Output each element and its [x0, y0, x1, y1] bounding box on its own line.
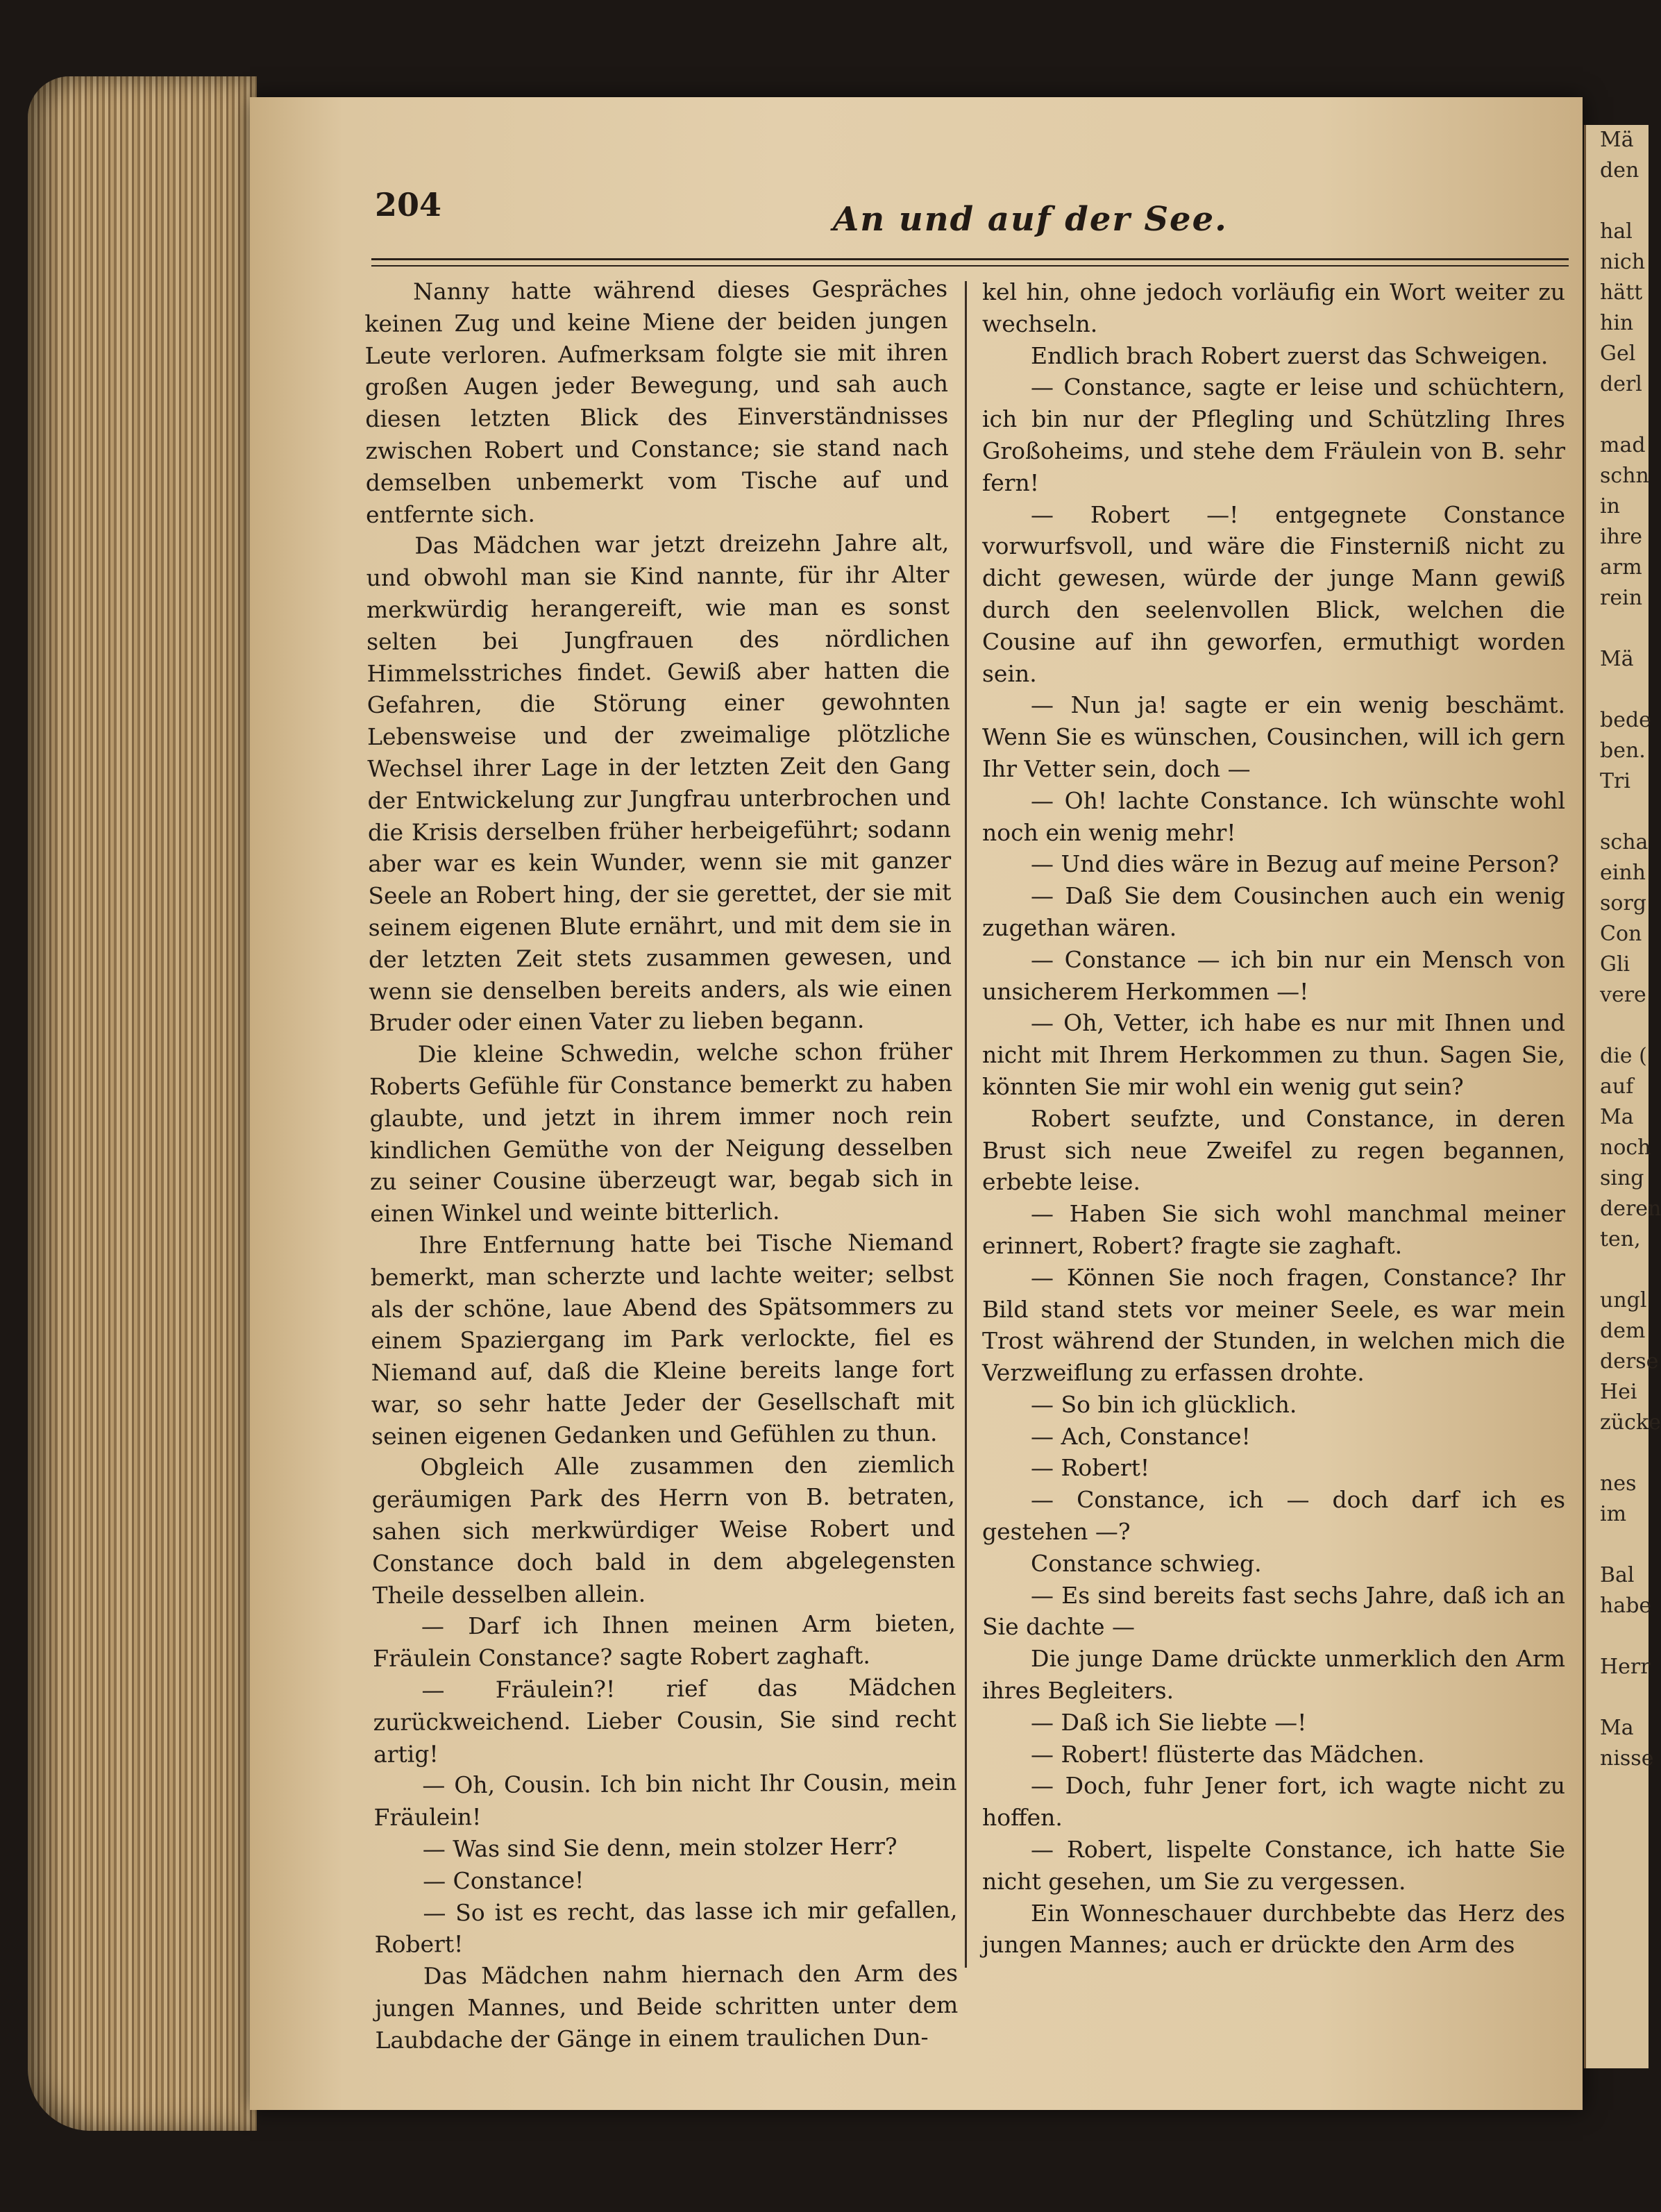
paragraph: Robert seufzte, und Constance, in deren Brust sich neue Zweifel zu regen begannen, erbebte leise. — [982, 1104, 1565, 1196]
paragraph: — Ach, Constance! — [1031, 1422, 1251, 1450]
paragraph: — Constance, ich — doch darf ich es gestehen —? — [982, 1486, 1565, 1546]
paragraph: — Doch, fuhr Jener fort, ich wagte nicht zu hoffen. — [982, 1772, 1565, 1832]
paragraph: Endlich brach Robert zuerst das Schweigen. — [1031, 341, 1549, 369]
adjacent-page-text — [1600, 1438, 1649, 1469]
adjacent-page-text: ihre — [1600, 525, 1643, 549]
paragraph: — Oh, Vetter, ich habe es nur mit Ihnen und nicht mit Ihrem Herkommen zu thun. Sagen Sie, könnten Sie mir wohl ein wenig gut sein? — [982, 1009, 1565, 1100]
adjacent-page-text — [1600, 1682, 1649, 1713]
adjacent-page-text: ben. — [1600, 738, 1646, 763]
adjacent-page-text: Mä — [1600, 128, 1634, 152]
adjacent-page-text — [1600, 1011, 1649, 1041]
paragraph: — Robert! — [1031, 1454, 1150, 1482]
adjacent-page-text: schn — [1600, 464, 1649, 488]
adjacent-page-text: ten, — [1600, 1227, 1641, 1251]
adjacent-page-text — [1600, 186, 1649, 217]
paragraph: — Daß Sie dem Cousinchen auch ein wenig zugethan wären. — [982, 882, 1565, 941]
adjacent-page-text — [1600, 675, 1649, 705]
adjacent-page-text: ungl — [1600, 1288, 1647, 1312]
paragraph: — Robert —! entgegnete Constance vorwurfsvoll, und wäre die Finsterniß nicht zu dicht gewesen, würde der junge Mann gewiß durch den seelenvollen Blick, welchen die Cousine auf ihn geworfen, ermuthigt worden sein. — [982, 500, 1565, 687]
adjacent-page-text: im — [1600, 1502, 1627, 1526]
paragraph: — So ist es recht, das lasse ich mir gefallen, Robert! — [374, 1896, 958, 1959]
adjacent-page-text: Tri — [1600, 769, 1630, 793]
adjacent-page-text: habe — [1600, 1594, 1652, 1618]
adjacent-page-text — [1600, 1621, 1649, 1652]
adjacent-page-text: in — [1600, 494, 1620, 518]
paragraph: Das Mädchen war jetzt dreizehn Jahre alt, und obwohl man sie Kind nannte, für ihr Alter merkwürdig herangereift, wie man es sonst selten bei Jungfrauen des nördlichen Himmelsstriches findet. Gewiß aber hatten die Gefahren, die Störung einer gewohnten Lebensweise und der zweimalige plötzliche Wechsel ihrer Lage in der letzten Zeit den Gang der Entwickelung zur Jungfrau unterbrochen und die Krisis derselben früher herbeigeführt; sodann aber war es kein Wunder, wenn sie mit ganzer Seele an Robert hing, der sie gerettet, der sie mit seinem eigenen Blute ernährt, und mit dem sie in der letzten Zeit stets zusammen gewesen, und wenn sie denselben bereits anders, als wie einen Bruder oder einen Vater zu lieben begann. — [366, 529, 952, 1037]
adjacent-page-text: hin — [1600, 311, 1634, 335]
adjacent-page-text: arm — [1600, 555, 1642, 580]
adjacent-page-text: Ma — [1600, 1716, 1634, 1740]
adjacent-page-text — [1600, 797, 1649, 827]
adjacent-page-text: die ( — [1600, 1044, 1647, 1068]
paragraph: Ein Wonneschauer durchbebte das Herz des jungen Mannes; auch er drückte den Arm des — [982, 1899, 1565, 1959]
adjacent-page-text: vere — [1600, 983, 1646, 1007]
adjacent-page-text — [1600, 1255, 1649, 1285]
paragraph: — Robert, lispelte Constance, ich hatte Sie nicht gesehen, um Sie zu vergessen. — [982, 1836, 1565, 1895]
adjacent-page-text: auf — [1600, 1074, 1634, 1099]
book-page-edges — [28, 76, 257, 2131]
page-number: 204 — [375, 186, 442, 223]
paragraph: — Oh, Cousin. Ich bin nicht Ihr Cousin, mein Fräulein! — [373, 1768, 957, 1832]
running-title: An und auf der See. — [833, 200, 1228, 239]
adjacent-page-text: rein — [1600, 586, 1643, 610]
paragraph: Die junge Dame drückte unmerklich den Arm ihres Begleiters. — [982, 1645, 1565, 1705]
paragraph: — Haben Sie sich wohl manchmal meiner erinnert, Robert? fragte sie zaghaft. — [982, 1200, 1565, 1259]
paragraph: Obgleich Alle zusammen den ziemlich geräumigen Park des Herrn von B. betraten, sahen sich merkwürdiger Weise Robert und Constance doch bald in dem abgelegensten Theile desselben allein. — [371, 1451, 956, 1609]
paragraph: Die kleine Schwedin, welche schon früher Roberts Gefühle für Constance bemerkt zu haben glaubte, und jetzt in ihrem immer noch rein kindlichen Gemüthe von der Neigung desselben zu seiner Cousine überzeugt war, begab sich in einen Winkel und weinte bitterlich. — [369, 1037, 954, 1228]
adjacent-page-text: bede — [1600, 708, 1651, 732]
right-column — [982, 276, 1565, 1961]
paragraph: — Fräulein?! rief das Mädchen zurückweichend. Lieber Cousin, Sie sind recht artig! — [373, 1673, 956, 1768]
paragraph: — Können Sie noch fragen, Constance? Ihr Bild stand stets vor meiner Seele, es war mein Trost während der Stunden, in welchen mich die Verzweiflung zu erfassen drohte. — [982, 1263, 1565, 1387]
adjacent-page-text: mad — [1600, 433, 1646, 457]
adjacent-page-text: zücke — [1600, 1410, 1661, 1435]
adjacent-page-text: scha — [1600, 830, 1649, 854]
left-column — [364, 273, 959, 2057]
paragraph: — Es sind bereits fast sechs Jahre, daß ich an Sie dachte — — [982, 1581, 1565, 1641]
adjacent-page-text: Gel — [1600, 341, 1636, 366]
continued-paragraph: kel hin, ohne jedoch vorläufig ein Wort weiter zu wechseln. — [982, 278, 1565, 337]
adjacent-page-text: Ma — [1600, 1105, 1634, 1129]
adjacent-page-fragment — [1584, 125, 1661, 2068]
paragraph: Das Mädchen nahm hiernach den Arm des jungen Mannes, und Beide schritten unter dem Laubdache der Gänge in einem traulichen Dun- — [375, 1959, 959, 2054]
adjacent-page-text: dem — [1600, 1319, 1646, 1343]
adjacent-page-text: einh — [1600, 861, 1646, 885]
paragraph: — Constance, sagte er leise und schüchtern, ich bin nur der Pflegling und Schützling Ihres Großoheims, und stehe dem Fräulein von B. sehr fern! — [982, 373, 1565, 496]
adjacent-page-text: Hei — [1600, 1380, 1637, 1404]
adjacent-page-text — [1600, 400, 1649, 430]
paragraph: — Und dies wäre in Bezug auf meine Person? — [1031, 850, 1559, 878]
paragraph: — Constance! — [423, 1866, 584, 1895]
adjacent-page-text — [1600, 614, 1649, 644]
paragraph: — Robert! flüsterte das Mädchen. — [1031, 1740, 1425, 1768]
adjacent-page-text: den — [1600, 158, 1639, 183]
adjacent-page-text: Gli — [1600, 952, 1630, 977]
paragraph: — So bin ich glücklich. — [1031, 1390, 1297, 1418]
adjacent-page-text: noch — [1600, 1135, 1651, 1160]
adjacent-page-text: Bal — [1600, 1563, 1635, 1587]
header-rule-thin — [371, 265, 1569, 267]
adjacent-page-text: nisse — [1600, 1746, 1654, 1771]
paragraph: — Was sind Sie denn, mein stolzer Herr? — [422, 1832, 897, 1863]
adjacent-page-text: hätt — [1600, 280, 1643, 305]
paragraph: — Darf ich Ihnen meinen Arm bieten, Fräulein Constance? sagte Robert zaghaft. — [373, 1610, 956, 1673]
adjacent-page-text: sing — [1600, 1166, 1644, 1190]
adjacent-page-text: Herr — [1600, 1655, 1651, 1679]
adjacent-page-text: hal — [1600, 219, 1633, 244]
adjacent-page-text: deren — [1600, 1197, 1661, 1221]
paragraph: — Nun ja! sagte er ein wenig beschämt. Wenn Sie es wünschen, Cousinchen, will ich gern Ihr Vetter sein, doch — — [982, 691, 1565, 782]
paragraph: — Daß ich Sie liebte —! — [1031, 1708, 1307, 1736]
paragraph: Nanny hatte während dieses Gespräches keinen Zug und keine Miene der beiden jungen Leute verloren. Aufmerksam folgte sie mit ihren großen Augen jeder Bewegung, und sah auch diesen letzten Blick des Einverständnisses zwischen Robert und Constance; sie stand nach demselben unbemerkt vom Tische auf und entfernte sich. — [364, 274, 949, 528]
paragraph: Constance schwieg. — [1031, 1549, 1262, 1577]
adjacent-page-text: sorg — [1600, 891, 1647, 915]
adjacent-page-text: Con — [1600, 922, 1642, 946]
adjacent-page-text: Mä — [1600, 647, 1634, 671]
page-header — [375, 186, 1569, 248]
paragraph: Ihre Entfernung hatte bei Tische Niemand bemerkt, man scherzte und lachte weiter; selbst als der schöne, laue Abend des Spätsommers zu einem Spaziergang im Park verlockte, fiel es Niemand auf, daß die Kleine bereits lange fort war, so sehr hatte Jeder der Gesellschaft mit seinen eigenen Gedanken und Gefühlen zu thun. — [370, 1228, 955, 1450]
paragraph: — Oh! lachte Constance. Ich wünschte wohl noch ein wenig mehr! — [982, 786, 1565, 846]
adjacent-page-text — [1600, 1530, 1649, 1560]
adjacent-page-text: derl — [1600, 372, 1642, 396]
adjacent-page-text: nich — [1600, 250, 1646, 274]
header-rule — [371, 258, 1569, 260]
column-divider — [965, 281, 967, 1968]
paragraph: — Constance — ich bin nur ein Mensch von unsicherem Herkommen —! — [982, 945, 1565, 1005]
adjacent-page-text: derse — [1600, 1349, 1659, 1374]
adjacent-page-text: nes — [1600, 1471, 1637, 1496]
